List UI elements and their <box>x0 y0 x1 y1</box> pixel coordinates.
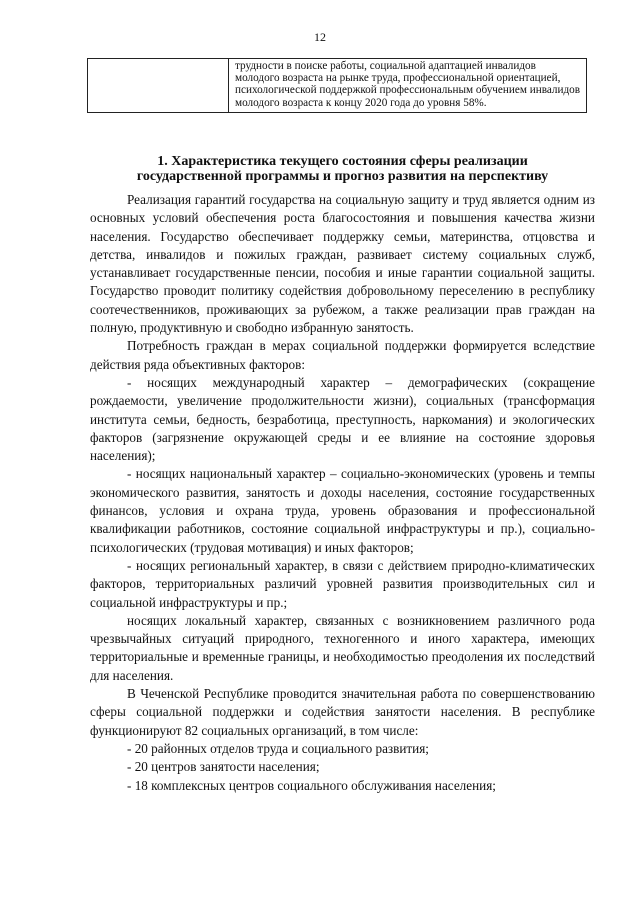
list-item: - 20 районных отделов труда и социального развития; <box>127 740 429 756</box>
section-heading <box>90 155 595 184</box>
paragraph: В Чеченской Республике проводится значительная работа по совершенствованию сферы социальной поддержки и содействия занятости населения. В республике функционируют 82 социальных организаций, в том числе: <box>90 686 595 738</box>
paragraph: - носящих региональный характер, в связи с действием природно-климатических факторов, территориальных различий уровней развития производительных сил и социальной инфраструктуры и пр.; <box>90 557 595 610</box>
paragraph: Потребность граждан в мерах социальной поддержки формируется вследствие действия ряда объективных факторов: <box>90 338 595 372</box>
list-item: - 20 центров занятости населения; <box>127 759 320 775</box>
page-number: 12 <box>314 30 326 44</box>
section-heading-line1: 1. Характеристика текущего состояния сферы реализации <box>157 154 528 169</box>
section-body <box>90 155 595 795</box>
paragraph: Реализация гарантий государства на социальную защиту и труд является одним из основных условий обеспечения роста благосостояния и повышения качества жизни населения. Государство обеспечивает поддержку семьи, материнства, отцовства и детства, инвалидов и пожилых граждан, развивает систему социальных служб, устанавливает государственные пенсии, пособия и иные гарантии социальной защиты. Государство проводит политику содействия добровольному переселению в республику соотечественников, проживающих за рубежом, а также реализации прав граждан на полную, продуктивную и свободно избранную занятость. <box>90 192 595 336</box>
list-item: - 18 комплексных центров социального обслуживания населения; <box>127 777 496 793</box>
table-cell-text: трудности в поиске работы, социальной адаптацией инвалидов молодого возраста на рынке труда, профессиональной ориентацией, психологической поддержкой профессиональным обучением инвалидов молодого возраста к концу 2020 года до уровня 58%. <box>229 59 587 113</box>
paragraph: носящих локальный характер, связанных с возникновением различного рода чрезвычайных ситуаций природного, техногенного и иного характера, имеющих территориальные и временные границы, и необходимостью преодоления их последствий для населения. <box>90 612 595 683</box>
section-heading-line2: государственной программы и прогноз развития на перспективу <box>136 168 549 184</box>
paragraph: - носящих национальный характер – социально-экономических (уровень и темпы экономического развития, занятость и доходы населения, состояние государственных финансов, условия и охрана труда, уровень образования и профессиональной квалификации работников, состояние социальной инфраструктуры и пр.), социально-психологических (трудовая мотивация) и иных факторов; <box>90 466 595 555</box>
paragraph: - носящих международный характер – демографических (сокращение рождаемости, увеличение продолжительности жизни), социальных (трансформация института семьи, бедность, безработица, преступность, наркомания) и экологических факторов (загрязнение окружающей среды и ее влияние на состояние здоровья населения); <box>90 374 595 464</box>
continuation-table <box>87 58 587 113</box>
table-row <box>88 59 587 113</box>
table-cell-empty <box>88 59 229 113</box>
